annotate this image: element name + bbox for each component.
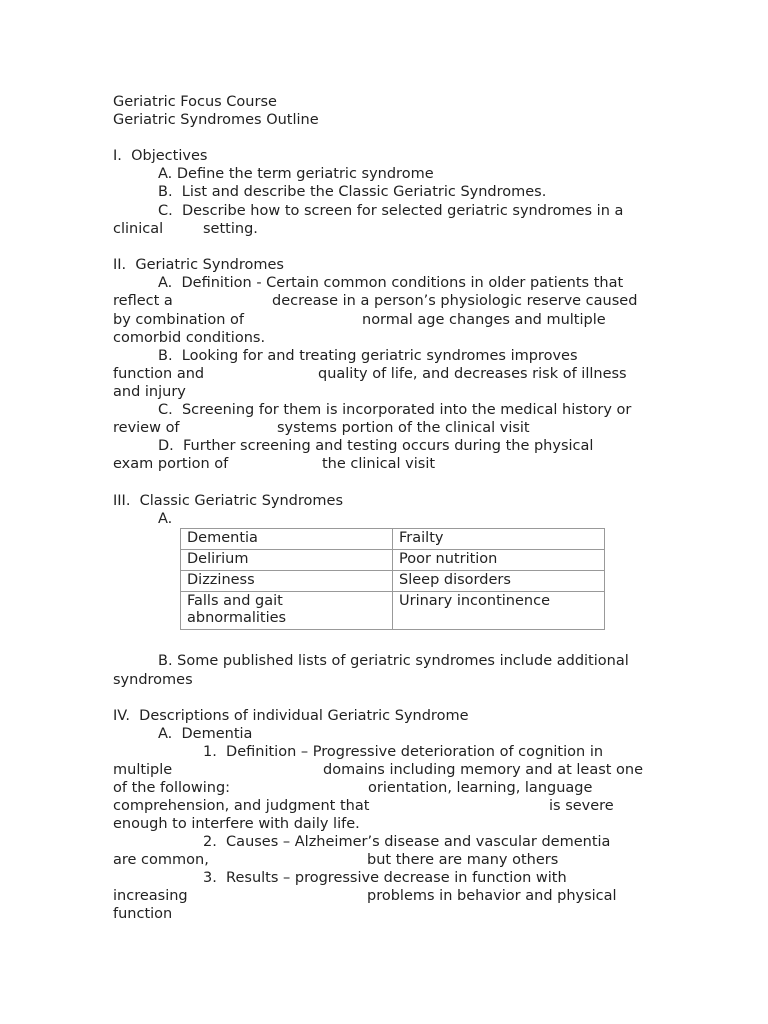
table-cell: Dementia xyxy=(181,529,393,550)
syndromes-c: C. Screening for them is incorporated into the medical history or xyxy=(158,402,632,418)
section-heading-classic: III. Classic Geriatric Syndromes xyxy=(113,493,343,509)
classic-b-line2: syndromes xyxy=(113,672,193,688)
table-row xyxy=(181,529,605,550)
dementia-definition-line2b: domains including memory and at least one xyxy=(323,762,644,778)
dementia-definition-line2: multiple xyxy=(113,762,173,778)
dementia-definition-line4: comprehension, and judgment that xyxy=(113,798,370,814)
table-row xyxy=(181,550,605,571)
syndromes-d: D. Further screening and testing occurs during the physical xyxy=(158,438,594,454)
classic-a-label: A. xyxy=(158,511,173,527)
dementia-definition-line3: of the following: xyxy=(113,780,231,796)
syndromes-a-line2: reflect a xyxy=(113,293,173,309)
classic-syndromes-table xyxy=(180,528,605,630)
syndromes-d-line2b: the clinical visit xyxy=(322,456,436,472)
syndromes-b: B. Looking for and treating geriatric syndromes improves xyxy=(158,348,578,364)
syndromes-a-line3b: normal age changes and multiple xyxy=(362,312,606,328)
dementia-results: 3. Results – progressive decrease in function with xyxy=(203,870,567,886)
dementia-definition-line4b: is severe xyxy=(549,798,614,814)
dementia-results-line2: increasing xyxy=(113,888,188,904)
objective-c-cont-2: setting. xyxy=(203,221,258,237)
objective-c-cont: clinical xyxy=(113,221,164,237)
syndromes-a-line2b: decrease in a person’s physiologic reserve caused xyxy=(272,293,638,309)
table-cell: Frailty xyxy=(393,529,605,550)
syndromes-c-line2: review of xyxy=(113,420,180,436)
syndromes-d-line2: exam portion of xyxy=(113,456,229,472)
section-heading-descriptions: IV. Descriptions of individual Geriatric Syndrome xyxy=(113,708,469,724)
dementia-causes-line2: are common, xyxy=(113,852,209,868)
outline-title: Geriatric Syndromes Outline xyxy=(113,112,319,128)
objective-b: B. List and describe the Classic Geriatric Syndromes. xyxy=(158,184,547,200)
dementia-results-line2b: problems in behavior and physical xyxy=(367,888,617,904)
course-title: Geriatric Focus Course xyxy=(113,94,277,110)
table-cell: Urinary incontinence xyxy=(393,592,605,630)
syndromes-c-line2b: systems portion of the clinical visit xyxy=(277,420,530,436)
dementia-definition-line3b: orientation, learning, language xyxy=(368,780,593,796)
syndromes-b-line3: and injury xyxy=(113,384,186,400)
table-row xyxy=(181,592,605,630)
syndromes-b-line2b: quality of life, and decreases risk of illness xyxy=(318,366,627,382)
dementia-definition-line5: enough to interfere with daily life. xyxy=(113,816,360,832)
syndromes-b-line2: function and xyxy=(113,366,205,382)
descriptions-a: A. Dementia xyxy=(158,726,253,742)
objective-c: C. Describe how to screen for selected geriatric syndromes in a xyxy=(158,203,624,219)
dementia-definition: 1. Definition – Progressive deterioration of cognition in xyxy=(203,744,604,760)
table-cell: Delirium xyxy=(181,550,393,571)
classic-b: B. Some published lists of geriatric syndromes include additional xyxy=(158,653,629,669)
table-cell: Falls and gait abnormalities xyxy=(181,592,393,630)
syndromes-a-line4: comorbid conditions. xyxy=(113,330,266,346)
syndromes-a: A. Definition - Certain common conditions in older patients that xyxy=(158,275,624,291)
objective-a: A. Define the term geriatric syndrome xyxy=(158,166,434,182)
table-cell: Sleep disorders xyxy=(393,571,605,592)
table-cell: Dizziness xyxy=(181,571,393,592)
table-cell: Poor nutrition xyxy=(393,550,605,571)
dementia-results-line3: function xyxy=(113,906,173,922)
syndromes-a-line3: by combination of xyxy=(113,312,245,328)
table-row xyxy=(181,571,605,592)
section-heading-syndromes: II. Geriatric Syndromes xyxy=(113,257,284,273)
dementia-causes-line2b: but there are many others xyxy=(367,852,559,868)
dementia-causes: 2. Causes – Alzheimer’s disease and vascular dementia xyxy=(203,834,611,850)
section-heading-objectives: I. Objectives xyxy=(113,148,208,164)
